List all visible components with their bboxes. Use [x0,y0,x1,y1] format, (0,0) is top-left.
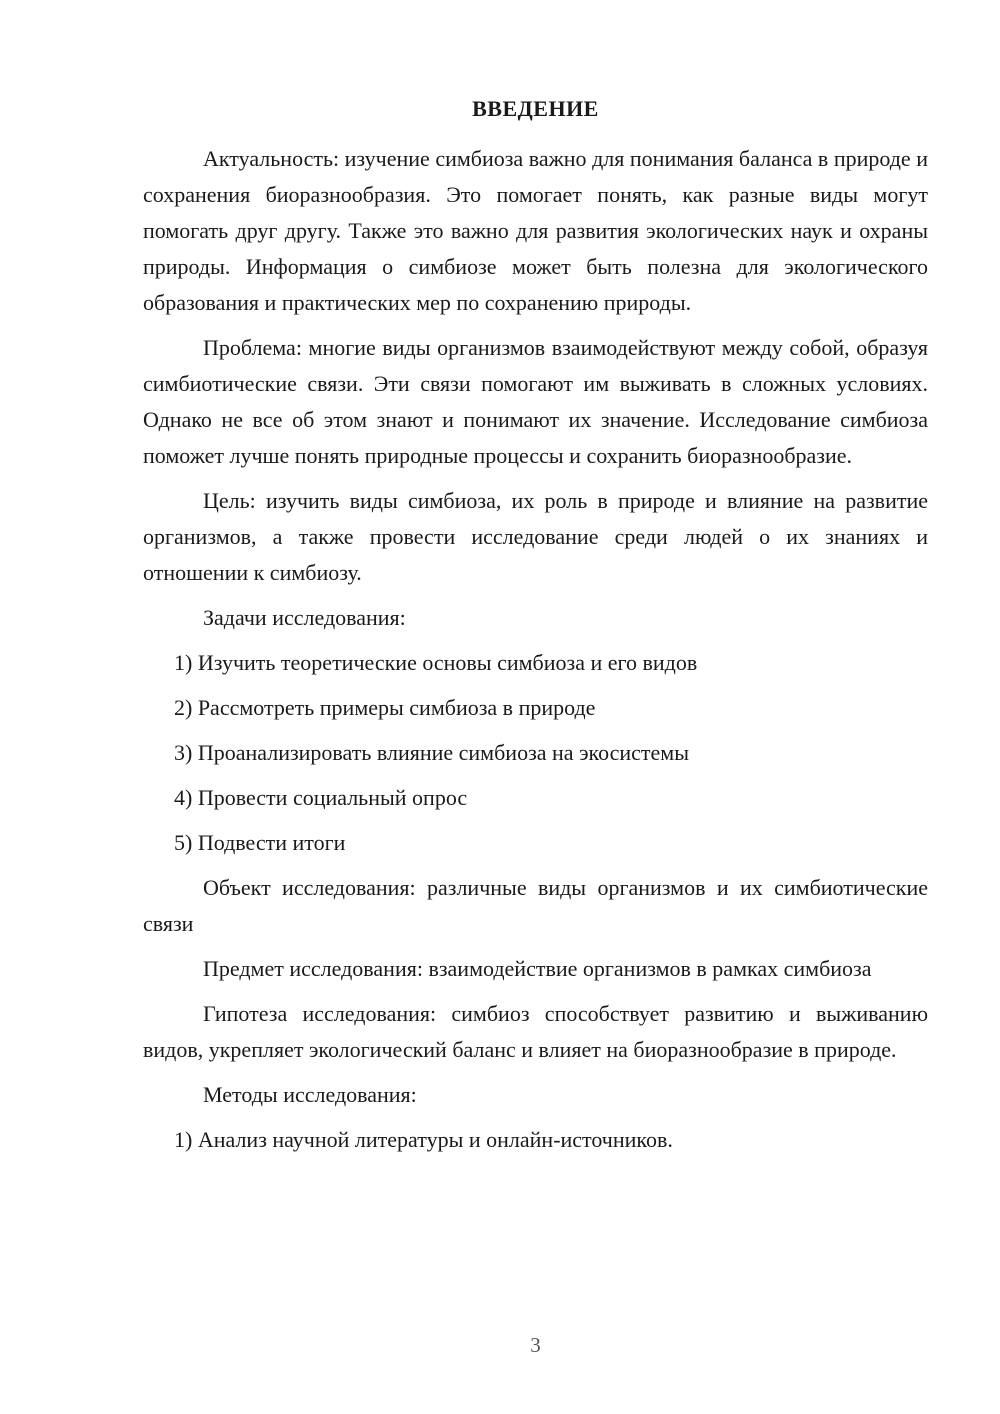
section-title: ВВЕДЕНИЕ [472,96,599,121]
tasks-heading: Задачи исследования: [203,605,406,630]
paragraph-problem: Проблема: многие виды организмов взаимодействуют между собой, образуя симбиотические связи. Эти связи помогают им выживать в сложных условиях. Однако не все об этом знают и понимают их значение. Исследование симбиоза поможет лучше понять природные процессы и сохранить биоразнообразие. [143,335,928,468]
method-item: 1) Анализ научной литературы и онлайн-источников. [174,1127,673,1152]
document-page [143,0,928,1414]
page-number: 3 [530,1333,541,1357]
task-item: 1) Изучить теоретические основы симбиоза и его видов [174,650,698,675]
task-item: 3) Проанализировать влияние симбиоза на экосистемы [174,740,690,765]
paragraph-goal: Цель: изучить виды симбиоза, их роль в природе и влияние на развитие организмов, а также провести исследование среди людей о их знаниях и отношении к симбиозу. [143,488,928,585]
paragraph-relevance: Актуальность: изучение симбиоза важно для понимания баланса в природе и сохранения биоразнообразия. Это помогает понять, как разные виды могут помогать друг другу. Также это важно для развития экологических наук и охраны природы. Информация о симбиозе может быть полезна для экологического образования и практических мер по сохранению природы. [143,146,928,315]
paragraph-object: Объект исследования: различные виды организмов и их симбиотические связи [143,875,928,936]
paragraph-hypothesis: Гипотеза исследования: симбиоз способствует развитию и выживанию видов, укрепляет экологический баланс и влияет на биоразнообразие в природе. [143,1001,928,1062]
task-item: 2) Рассмотреть примеры симбиоза в природе [174,695,596,720]
task-item: 5) Подвести итоги [174,830,346,855]
paragraph-subject: Предмет исследования: взаимодействие организмов в рамках симбиоза [203,956,872,981]
methods-heading: Методы исследования: [203,1082,417,1107]
document-body [143,141,928,1167]
task-item: 4) Провести социальный опрос [174,785,468,810]
